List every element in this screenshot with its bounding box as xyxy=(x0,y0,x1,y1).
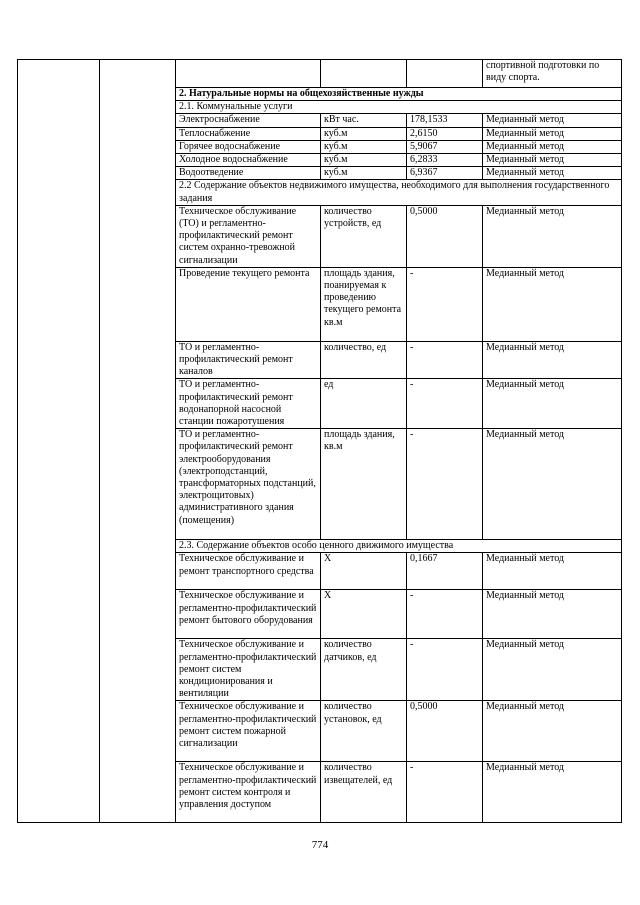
table-cell-name: Техническое обслуживание и регламентно-профилактический ремонт систем контроля и управления доступом xyxy=(176,762,321,823)
table-cell-value: 0,1667 xyxy=(407,553,483,590)
table-cell-method: Медианный метод xyxy=(483,762,622,823)
table-cell-unit: кВт час. xyxy=(321,114,407,127)
table-cell-name: Техническое обслуживание и регламентно-профилактический ремонт бытового оборудования xyxy=(176,590,321,639)
table-cell-name: Холодное водоснабжение xyxy=(176,154,321,167)
table-cell-name: Техническое обслуживание и регламентно-профилактический ремонт систем кондиционирования и вентиляции xyxy=(176,639,321,701)
table-cell-name: ТО и регламентно-профилактический ремонт электрооборудования (электроподстанций, трансформаторных подстанций, электрощитовых) административного здания (помещения) xyxy=(176,429,321,540)
subsection-title: 2.1. Коммунальные услуги xyxy=(176,101,622,114)
table-cell-method: Медианный метод xyxy=(483,205,622,267)
norms-table xyxy=(17,59,622,823)
section-title: 2. Натуральные нормы на общехозяйственные нужды xyxy=(176,88,622,101)
subsection-title: 2.3. Содержание объектов особо ценного движимого имущества xyxy=(176,540,622,553)
table-cell-value: - xyxy=(407,639,483,701)
table-cell-name: Техническое обслуживание и ремонт транспортного средства xyxy=(176,553,321,590)
table-cell-name: Техническое обслуживание (ТО) и регламентно-профилактический ремонт систем охранно-тревожной сигнализации xyxy=(176,205,321,267)
table-cell-name: Водоотведение xyxy=(176,167,321,180)
table-cell-method: Медианный метод xyxy=(483,127,622,140)
table-cell-method: Медианный метод xyxy=(483,167,622,180)
table-cell-unit: площадь здания, кв.м xyxy=(321,429,407,540)
subsection-title: 2.2 Содержание объектов недвижимого имущества, необходимого для выполнения государственного задания xyxy=(176,180,622,205)
table-cell-value: 178,1533 xyxy=(407,114,483,127)
table-row xyxy=(18,60,622,88)
page-number: 774 xyxy=(311,839,329,851)
table-cell-value: 2,6150 xyxy=(407,127,483,140)
table-cell-method: Медианный метод xyxy=(483,553,622,590)
table-cell-value: - xyxy=(407,590,483,639)
table-cell-method: Медианный метод xyxy=(483,154,622,167)
table-cell-method: Медианный метод xyxy=(483,429,622,540)
table-cell-method: Медианный метод xyxy=(483,341,622,379)
table-cell-unit: Х xyxy=(321,590,407,639)
table-cell-unit: количество, ед xyxy=(321,341,407,379)
table-cell-name: ТО и регламентно-профилактический ремонт водонапорной насосной станции пожаротушения xyxy=(176,379,321,429)
table-cell-value: - xyxy=(407,379,483,429)
table-cell-value: - xyxy=(407,341,483,379)
table-cell-name: Проведение текущего ремонта xyxy=(176,267,321,341)
table-cell-method: Медианный метод xyxy=(483,639,622,701)
table-cell-name: Горячее водоснабжение xyxy=(176,140,321,153)
table-cell-value: - xyxy=(407,762,483,823)
table-cell-unit: площадь здания, поанируемая к проведению текущего ремонта кв.м xyxy=(321,267,407,341)
column-1-cell xyxy=(18,60,100,823)
table-cell-method: Медианный метод xyxy=(483,267,622,341)
table-cell-unit: количество устройств, ед xyxy=(321,205,407,267)
table-cell-value: - xyxy=(407,429,483,540)
table-cell-name: Электроснабжение xyxy=(176,114,321,127)
table-cell-method: спортивной подготовки по виду спорта. xyxy=(483,60,622,88)
table-cell-unit: количество установок, ед xyxy=(321,701,407,762)
table-cell-method: Медианный метод xyxy=(483,701,622,762)
table-cell-unit: куб.м xyxy=(321,140,407,153)
table-cell-value: 6,9367 xyxy=(407,167,483,180)
table-cell-value: - xyxy=(407,267,483,341)
table-cell-value: 0,5000 xyxy=(407,205,483,267)
column-2-cell xyxy=(100,60,176,823)
table-cell-value: 0,5000 xyxy=(407,701,483,762)
table-cell-unit: ед xyxy=(321,379,407,429)
table-cell-name: ТО и регламентно-профилактический ремонт каналов xyxy=(176,341,321,379)
table-cell-method: Медианный метод xyxy=(483,379,622,429)
table-cell-unit: количество датчиков, ед xyxy=(321,639,407,701)
table-cell-value: 6,2833 xyxy=(407,154,483,167)
table-cell-unit: количество извещателей, ед xyxy=(321,762,407,823)
table-cell-unit: куб.м xyxy=(321,127,407,140)
table-cell-name: Теплоснабжение xyxy=(176,127,321,140)
table-cell-method: Медианный метод xyxy=(483,140,622,153)
table-cell-method: Медианный метод xyxy=(483,590,622,639)
table-cell-unit: куб.м xyxy=(321,154,407,167)
table-cell-value: 5,9067 xyxy=(407,140,483,153)
table-cell-name: Техническое обслуживание и регламентно-профилактический ремонт систем пожарной сигнализации xyxy=(176,701,321,762)
table-cell-method: Медианный метод xyxy=(483,114,622,127)
table-cell-unit: куб.м xyxy=(321,167,407,180)
table-cell-unit: Х xyxy=(321,553,407,590)
